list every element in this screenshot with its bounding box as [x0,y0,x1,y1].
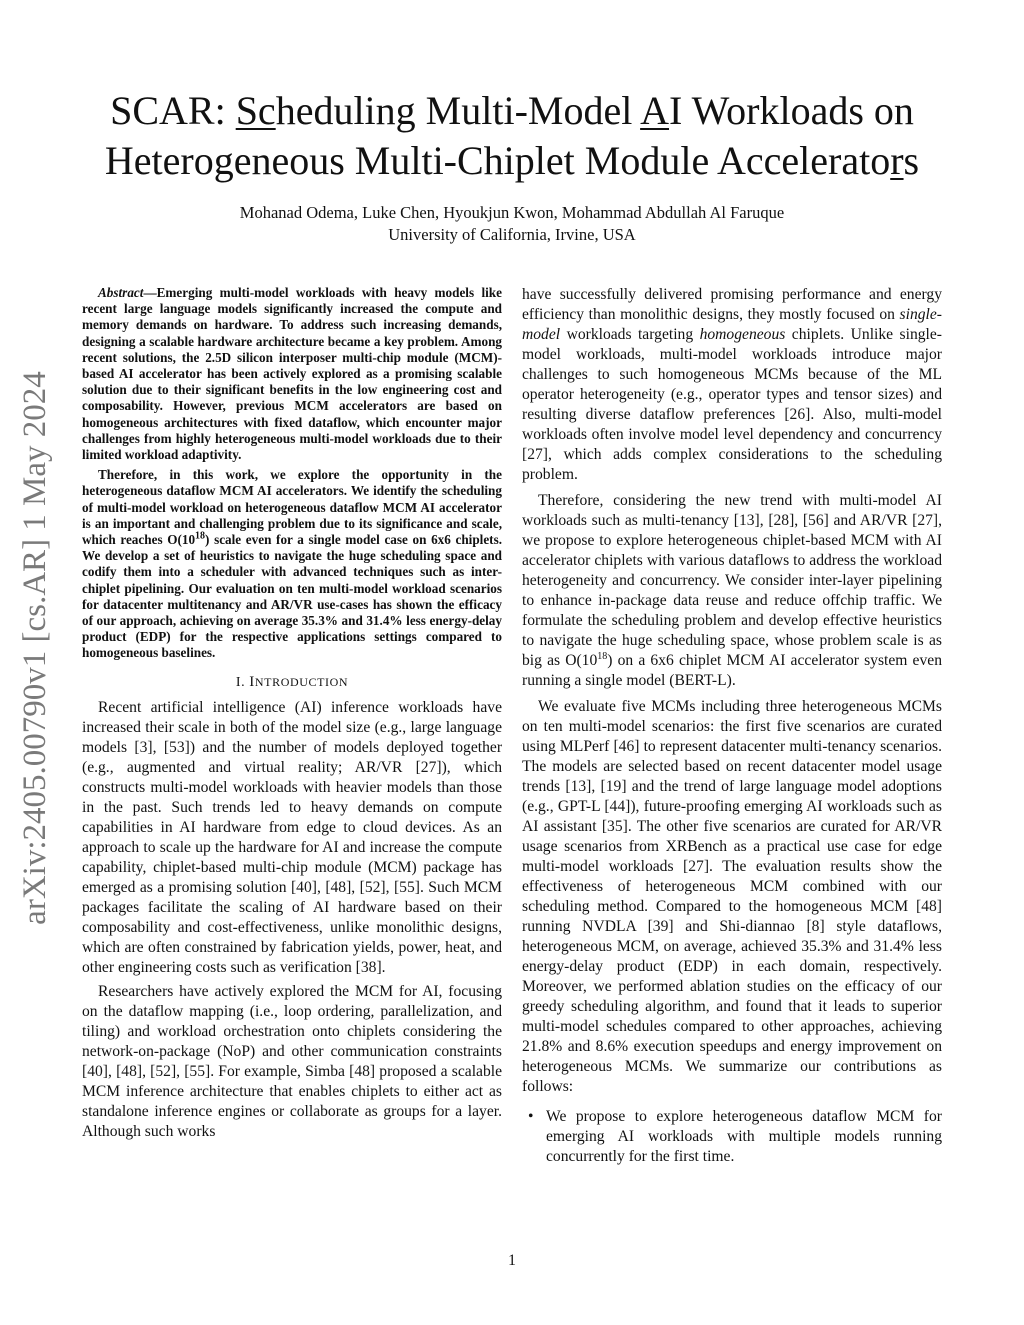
abstract-text: Therefore, in this work, we explore the opportunity in the heterogeneous dataflow MCM AI accelerators. We identify the scheduling of multi-model workload on heterogeneous dataflow MCM AI accelerator is an important and challenging problem due to its significance and scale, which reaches O(10 [82,467,502,548]
citation-link[interactable]: [48] [349,1062,376,1080]
section-title-initial: I [249,673,255,690]
title-text: s [903,138,920,183]
body-text: ) and the number of models deployed together (e.g., augmented and virtual reality; AR/VR [82,738,503,776]
abstract [82,285,502,662]
body-text: . The other five scenarios are curated for AR/VR usage scenarios from XRBench as a practical use case for edge multi-model workloads [522,818,942,875]
body-text: . Also, multi-model workloads often involve model level dependency and concurrency [522,406,942,443]
title-text: Heterogeneous Multi-Chiplet Module Accelerato [104,138,891,183]
body-text: and AR/VR [828,512,913,529]
abstract-paragraph-1 [82,285,502,463]
body-text: ) on a 6x6 chiplet MCM AI accelerator system even running a single model (BERT-L). [522,652,942,689]
title-text: SCAR: [110,88,236,133]
intro-paragraph-1 [82,698,502,978]
contributions-list [522,1107,942,1167]
body-text: Therefore, considering the new trend with multi-model AI workloads such as multi-tenancy [522,492,942,529]
citation-link[interactable]: [44] [604,798,631,815]
abstract-text: —Emerging multi-model workloads with heavy models like recent large language models significantly increased the compute and memory demands on hardware. To address such increasing demands, designing a scalable hardware architecture became a key problem. Among recent solutions, the 2.5D silicon interposer multi-chip module (MCM)-based AI accelerator has been actively explored as a promising scalable solution due to their significant benefits in the low engineering cost and composability. However, previous MCM accelerators are based on homogeneous architectures with fixed dataflow, which encounter major challenges from highly heterogeneous multi-model workloads due to their limited workload adaptivity. [82,285,502,463]
body-text: . The evaluation results show the effectiveness of heterogeneous MCM combined with our scheduling method. Compared to the homogeneous MCM [522,858,942,915]
citation-link[interactable]: [13] [565,778,592,795]
arxiv-watermark: arXiv:2405.00790v1 [cs.AR] 1 May 2024 [17,371,53,925]
citation-link[interactable]: [8] [806,918,825,935]
section-heading-introduction [82,672,502,693]
body-text: , [107,1062,117,1080]
body-text: ), future-proofing emerging AI workloads such as AI assistant [522,798,942,835]
emphasis-text: homogeneous [699,326,786,343]
abstract-text: ) scale even for a single model case on 6x6 chiplets. We develop a set of heuristics to navigate the huge scheduling space and codify them into a scheduler with advanced techniques such as inter-chiplet pipelining. Our evaluation on ten multi-model workload scenarios for datacenter multitenancy and AR/VR use-cases has shown the efficacy of our approach, achieving on average 35.3% and 31.4% less energy-delay product (EDP) for the respective applications settings compared to homogeneous baselines. [82,532,503,661]
body-text: style dataflows, heterogeneous MCM, on average, achieved 35.3% and 31.4% less energy-delay product (EDP) in each domain, respectively. Moreover, we performed ablation studies on the efficacy of our greedy scheduling algorithm, and found that it leads to superior multi-model schedules compared to other approaches, achieving 21.8% and 8.6% execution speedups and energy improvement on heterogeneous MCMs. We summarize our contributions as follows: [522,918,942,1095]
right-paragraph-2 [522,491,942,691]
author-block [120,202,904,246]
body-text: workloads targeting [560,326,700,343]
citation-link[interactable]: [46] [613,738,640,755]
body-text: . [381,958,386,976]
citation-link[interactable]: [40] [290,878,317,896]
citation-link[interactable]: [48] [325,878,352,896]
author-names: Mohanad Odema, Luke Chen, Hyoukjun Kwon, Mohammad Abdullah Al Faruque [239,203,785,222]
emphasis-text: single-model [522,306,942,343]
body-text: and the trend of large language model adoptions (e.g., GPT-L [522,778,942,815]
abstract-superscript: 18 [195,530,206,542]
citation-link[interactable]: [56] [802,512,829,529]
body-text: proposed a scalable MCM inference architecture that enables chiplets to either act as standalone inference engines or collaborate as groups for a layer. Although such works [82,1062,502,1140]
right-paragraph-1 [522,285,942,485]
paper-title [70,86,954,186]
body-text: Researchers have actively explored the MCM for AI, focusing on the dataflow mapping (i.e., loop ordering, parallelization, and tiling) and workload orchestration onto chiplets considering the network-on-package (NoP) and other communication constraints [82,982,502,1060]
body-text: , [142,1062,151,1080]
body-text: running NVDLA [522,918,648,935]
body-text: Recent artificial intelligence (AI) inference workloads have increased their scale in both of the model size (e.g., large language models [82,698,502,756]
citation-link[interactable]: [40] [82,1062,108,1080]
author-affiliation: University of California, Irvine, USA [388,225,636,244]
body-text: , [759,512,769,529]
body-text: , [351,878,360,896]
citation-link[interactable]: [26] [784,406,811,423]
citation-link[interactable]: [55] [184,1062,211,1080]
body-text: ), which constructs multi-model workloads with heavier models than those in the past. Such trends led to heavy demands on compute capabilities in AI hardware from edge to cloud devices. As an approach to scale up the hardware for AI and increase the compute capability, chiplet-based multi-chip module (MCM) package has emerged as a promising solution [82,758,502,896]
citation-link[interactable]: [48] [116,1062,143,1080]
citation-link[interactable]: [38] [355,958,382,976]
citation-link[interactable]: [39] [647,918,674,935]
body-text: , [316,878,326,896]
body-text: , [385,878,394,896]
body-text: have successfully delivered promising performance and energy efficiency than monolithic designs, they mostly focused on [522,286,942,323]
citation-link[interactable]: [35] [601,818,628,835]
page-number: 1 [508,1252,516,1269]
body-text: , [152,738,164,756]
section-number: I. [235,674,250,690]
body-text: . For example, Simba [210,1062,350,1080]
body-text: , which adds complex considerations to the scheduling problem. [522,446,942,483]
section-title-rest: NTRODUCTION [254,674,349,689]
title-line-1 [70,86,954,136]
right-paragraph-3 [522,697,942,1097]
title-text: heduling Multi-Model [275,88,641,133]
title-text: I Workloads on [669,88,914,133]
superscript: 18 [597,650,608,662]
body-text: , [176,1062,185,1080]
citation-link[interactable]: [3] [134,738,153,756]
title-underlined-r: r [890,138,904,183]
body-text: chiplets. Unlike single-model workloads, multi-model workloads introduce major challenges to such homogeneous MCMs because of the ML operator heterogeneity (e.g., operator types and tensor sizes) and resulting diverse dataflow preferences [522,326,942,423]
citation-link[interactable]: [19] [600,778,627,795]
left-column [82,285,502,1142]
right-column [522,285,942,1167]
citation-link[interactable]: [27] [522,446,548,463]
abstract-paragraph-2 [82,467,502,661]
title-line-2 [70,136,954,186]
citation-link[interactable]: [52] [359,878,386,896]
body-text: and Shi-diannao [673,918,807,935]
intro-paragraph-2 [82,982,502,1142]
body-text: , we propose to explore heterogeneous chiplet-based MCM with AI accelerator chiplets with various dataflows to address the workload heterogeneity and concurrency. We consider inter-layer pipelining to enhance in-package data reuse and reduce offchip traffic. We formulate the scheduling problem and develop effective heuristics to navigate the huge scheduling space, whose problem scale is as big as O(10 [522,512,943,669]
citation-link[interactable]: [27] [683,858,710,875]
citation-link[interactable]: [48] [916,898,942,915]
body-text: , [591,778,601,795]
citation-link[interactable]: [27] [415,758,442,776]
body-text: , [794,512,803,529]
citation-link[interactable]: [55] [393,878,420,896]
citation-link[interactable]: [53] [163,738,190,756]
body-text: We evaluate five MCMs including three heterogeneous MCMs on ten multi-model scenarios: the first five scenarios are curated using MLPerf [522,698,942,755]
abstract-label: Abstract [98,285,144,300]
citation-link[interactable]: [27] [912,512,939,529]
body-text: to represent datacenter multi-tenancy scenarios. The models are selected based on recent datacenter model usage trends [522,738,942,795]
citation-link[interactable]: [52] [150,1062,177,1080]
title-underlined-sc: Sc [235,88,276,133]
citation-link[interactable]: [28] [768,512,795,529]
citation-link[interactable]: [13] [733,512,760,529]
contribution-item: • We propose to explore heterogeneous dataflow MCM for emerging AI workloads with multiple models running concurrently for the first time. [546,1107,942,1167]
body-text: . Such MCM packages facilitate the scaling of AI hardware based on their composability and cost-effectiveness, unlike monolithic designs, which are often constrained by fabrication yields, power, heat, and other engineering costs such as verification [82,878,503,976]
title-underlined-a: A [640,88,670,133]
